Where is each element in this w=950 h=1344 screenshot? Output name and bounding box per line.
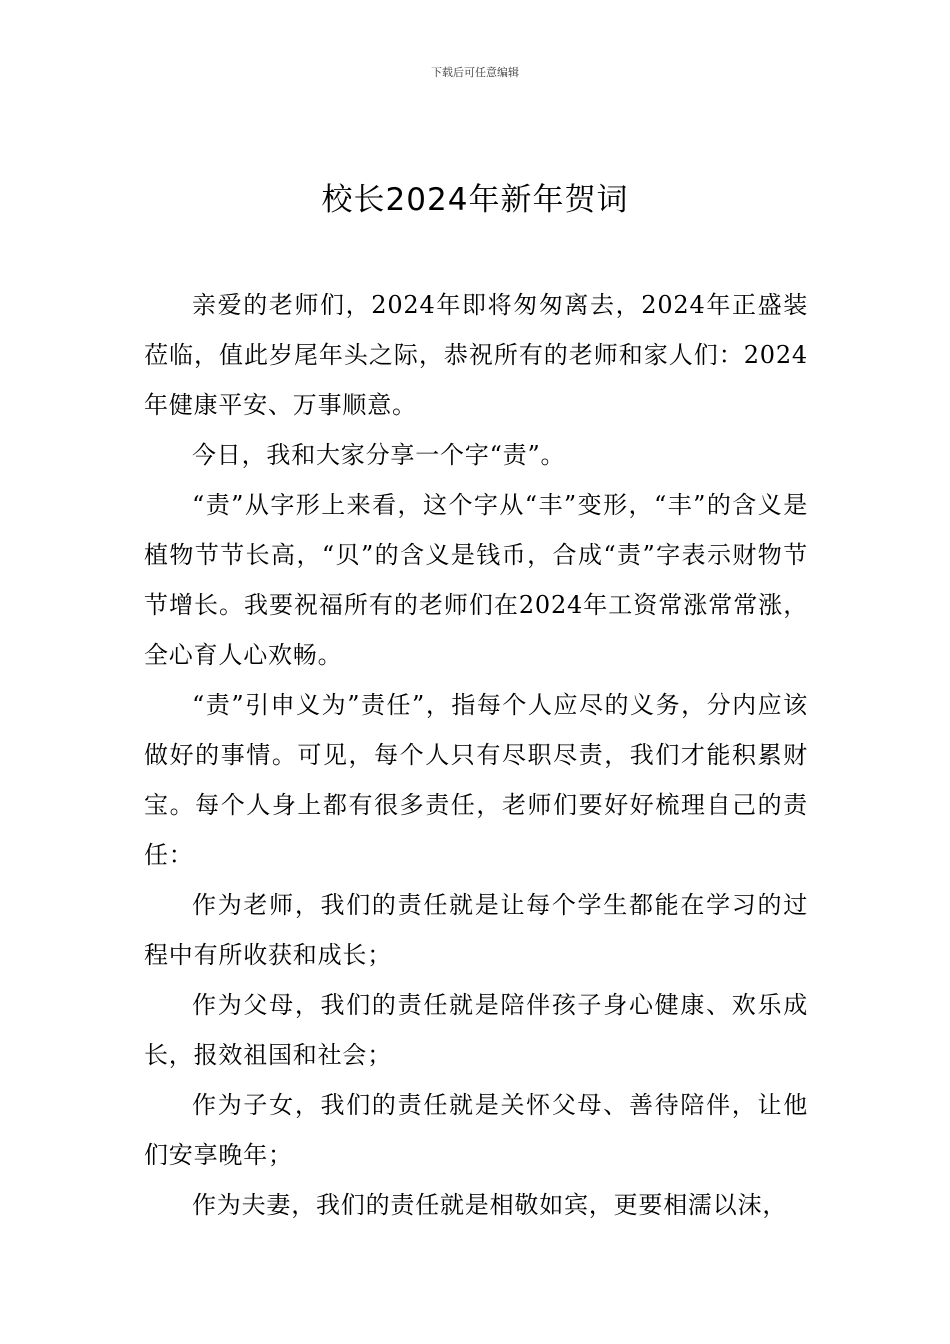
paragraph-as-parent: 作为父母，我们的责任就是陪伴孩子身心健康、欢乐成长，报效祖国和社会； (144, 991, 808, 1069)
paragraph-greeting: 亲爱的老师们，2024年即将匆匆离去，2024年正盛装莅临，值此岁尾年头之际，恭祝所有的老师和家人们：2024年健康平安、万事顺意。 (144, 291, 808, 419)
paragraph-as-child: 作为子女，我们的责任就是关怀父母、善待陪伴，让他们安享晚年； (144, 1091, 808, 1169)
header-note: 下载后可任意编辑 (431, 66, 519, 79)
document-title: 校长2024年新年贺词 (321, 182, 629, 218)
paragraph-responsibility: “责”引申义为”责任”，指每个人应尽的义务，分内应该做好的事情。可见，每个人只有尽职尽责，我们才能积累财宝。每个人身上都有很多责任，老师们要好好梳理自己的责任： (144, 691, 808, 869)
document-body (144, 280, 808, 1230)
paragraph-as-spouse: 作为夫妻，我们的责任就是相敬如宾，更要相濡以沫， (192, 1191, 788, 1219)
paragraph-word-form: “责”从字形上来看，这个字从“丰”变形，“丰”的含义是植物节节长高，“贝”的含义是钱币，合成“责”字表示财物节节增长。我要祝福所有的老师们在2024年工资常涨常常涨，全心育人心欢畅。 (144, 491, 808, 669)
paragraph-as-teacher: 作为老师，我们的责任就是让每个学生都能在学习的过程中有所收获和成长； (144, 891, 808, 969)
paragraph-share-word: 今日，我和大家分享一个字“责”。 (192, 441, 566, 469)
